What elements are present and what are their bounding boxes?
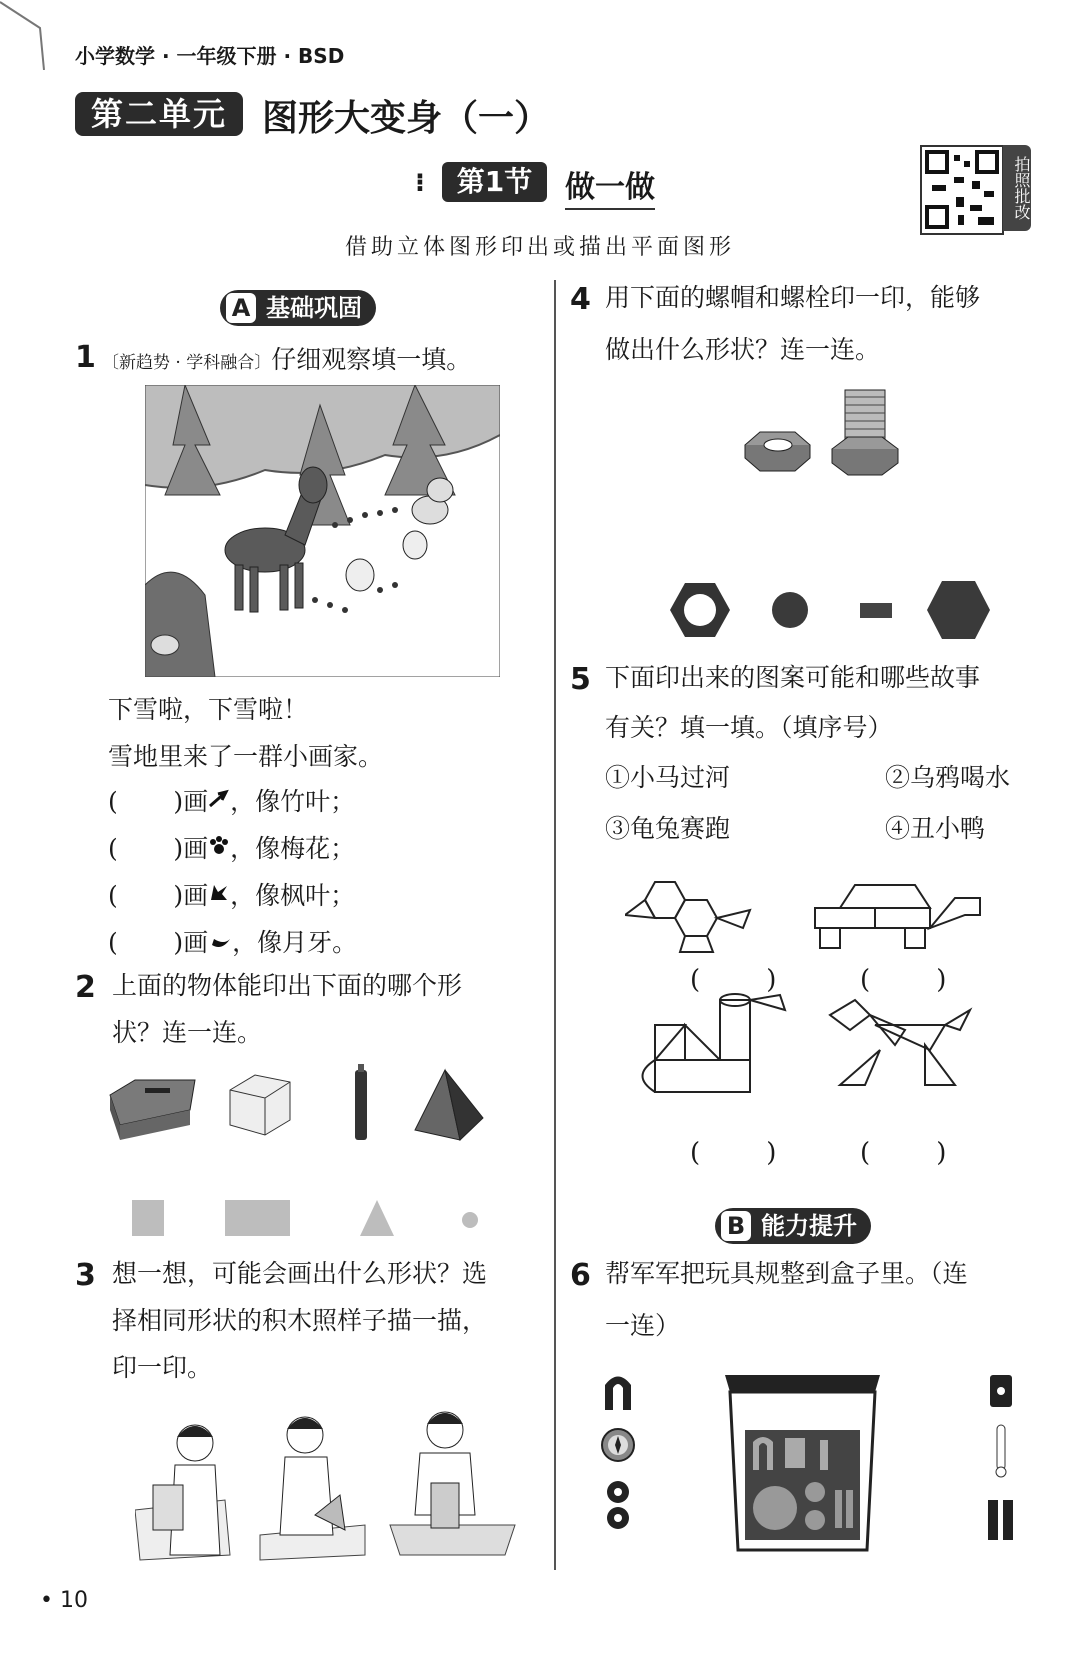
pattern-duckling [643, 994, 786, 1092]
triangle-shape [360, 1200, 394, 1236]
section-subtitle: 借助立体图形印出或描出平面图形 [345, 235, 736, 260]
answer-blank[interactable]: ( ) [108, 787, 184, 816]
circle-shape [772, 592, 808, 628]
page-header: 小学数学 · 一年级下册 · BSD [75, 44, 345, 68]
rectangle-shape [860, 603, 892, 618]
toy-magnet-icon[interactable] [605, 1377, 631, 1411]
toy-phone-icon[interactable] [990, 1375, 1012, 1407]
q1-text: 仔细观察填一填。 [271, 345, 472, 374]
shape-phrase: ，像枫叶； [230, 881, 356, 910]
draw-word: 画 [183, 834, 209, 863]
section-title: 做一做 [565, 162, 655, 210]
page-corner-fold [0, 0, 60, 70]
snow-scene-illustration [145, 385, 500, 677]
q3-line3: 印一印。 [112, 1353, 213, 1382]
pattern-turtle [815, 885, 980, 948]
q4-line1: 用下面的螺帽和螺栓印一印，能够 [605, 283, 981, 312]
part-b-label: 能力提升 [761, 1212, 857, 1240]
q5-blank-1[interactable]: ( ) [690, 965, 777, 995]
qr-pattern-icon [922, 147, 1002, 233]
q1-answer-line-4 [108, 923, 357, 959]
shape-phrase: ，像竹叶； [230, 787, 356, 816]
bolt-object [832, 390, 898, 475]
column-divider [554, 280, 556, 1570]
pyramid-object [415, 1070, 483, 1140]
child-tracing-1 [135, 1425, 230, 1560]
q1-poem-line1: 下雪啦，下雪啦！ [108, 695, 309, 724]
plum-blossom-footprint-icon [208, 835, 230, 857]
q4-shapes-row [665, 575, 995, 645]
pattern-horse [625, 882, 750, 952]
q5-option-3: ③龟兔赛跑 [605, 814, 731, 843]
q5-line2: 有关？填一填。（填序号） [605, 713, 893, 742]
section-badge: 第1节 [442, 162, 547, 202]
section-marker: ⁝ [415, 168, 425, 198]
q2-line1: 上面的物体能印出下面的哪个形 [112, 971, 463, 1000]
child-tracing-3 [390, 1412, 515, 1555]
nut-object [745, 432, 810, 471]
q6-toy-box-illustration [595, 1370, 1035, 1570]
q3-line2: 择相同形状的积木照样子描一描， [112, 1306, 488, 1335]
part-b-pill [715, 1208, 871, 1244]
q1-answer-line-3 [108, 876, 355, 912]
shape-phrase: ，像月牙。 [232, 928, 358, 957]
q3-children-illustrations [135, 1405, 525, 1565]
q5-option-2: ②乌鸦喝水 [885, 763, 1011, 792]
circle-shape [462, 1212, 478, 1228]
toy-rings-icon[interactable] [607, 1481, 629, 1529]
answer-blank[interactable]: ( ) [108, 834, 184, 863]
q5-line1: 下面印出来的图案可能和哪些故事 [605, 663, 981, 692]
q5-blank-4[interactable]: ( ) [860, 1138, 947, 1168]
battery-object [355, 1064, 367, 1140]
q4-nut-bolt-illustration [740, 385, 910, 495]
toy-compass-icon[interactable] [602, 1429, 634, 1461]
cardboard-box-object [230, 1075, 290, 1135]
maple-leaf-footprint-icon [208, 882, 230, 904]
hexagon-shape [927, 581, 990, 639]
shape-phrase: ，像梅花； [230, 834, 356, 863]
q1-answer-line-1 [108, 782, 355, 818]
pattern-dog [830, 1000, 970, 1085]
part-b-letter: B [721, 1211, 751, 1241]
draw-word: 画 [183, 881, 209, 910]
q4-line2: 做出什么形状？连一连。 [605, 335, 881, 364]
q1-stem [102, 340, 471, 376]
q5-option-4: ④丑小鸭 [885, 814, 986, 843]
q5-number: 5 [570, 662, 591, 697]
bamboo-leaf-footprint-icon [208, 788, 230, 810]
toy-sticks-icon[interactable] [988, 1500, 1013, 1540]
q3-line1: 想一想，可能会画出什么形状？选 [112, 1259, 488, 1288]
q1-tag: 〔新趋势 · 学科融合〕 [102, 353, 272, 373]
unit-badge: 第二单元 [75, 92, 243, 136]
answer-blank[interactable]: ( ) [108, 928, 184, 957]
toy-thermometer-icon[interactable] [996, 1425, 1006, 1477]
q5-blank-2[interactable]: ( ) [860, 965, 947, 995]
unit-title: 图形大变身（一） [262, 98, 551, 139]
part-a-label: 基础巩固 [266, 294, 362, 322]
child-tracing-2 [260, 1417, 365, 1560]
q2-line2: 状？连一连。 [112, 1018, 263, 1047]
q6-number: 6 [570, 1258, 591, 1293]
part-a-pill [220, 290, 376, 326]
rectangle-shape [225, 1200, 290, 1236]
answer-blank[interactable]: ( ) [108, 881, 184, 910]
q5-blank-3[interactable]: ( ) [690, 1138, 777, 1168]
q1-poem-line2: 雪地里来了一群小画家。 [108, 742, 384, 771]
q3-number: 3 [75, 1258, 96, 1293]
q2-objects-row [105, 1060, 505, 1160]
q6-line1: 帮军军把玩具规整到盒子里。（连 [605, 1259, 968, 1288]
q5-option-1: ①小马过河 [605, 763, 731, 792]
part-a-letter: A [226, 293, 256, 323]
qr-code[interactable] [920, 145, 1004, 235]
q6-line2: 一连） [605, 1311, 681, 1340]
qr-tag: 拍照批改 [1003, 145, 1031, 231]
q2-number: 2 [75, 970, 96, 1005]
q1-answer-line-2 [108, 829, 355, 865]
tissue-box-object [110, 1080, 195, 1140]
crescent-moon-footprint-icon [208, 929, 232, 951]
draw-word: 画 [183, 928, 209, 957]
q2-shapes-row [130, 1195, 490, 1243]
q4-number: 4 [570, 282, 591, 317]
page-number: • 10 [40, 1588, 88, 1613]
q1-number: 1 [75, 340, 96, 375]
square-shape [132, 1200, 164, 1236]
toy-box [725, 1375, 880, 1550]
draw-word: 画 [183, 787, 209, 816]
q5-patterns [625, 870, 1025, 1170]
